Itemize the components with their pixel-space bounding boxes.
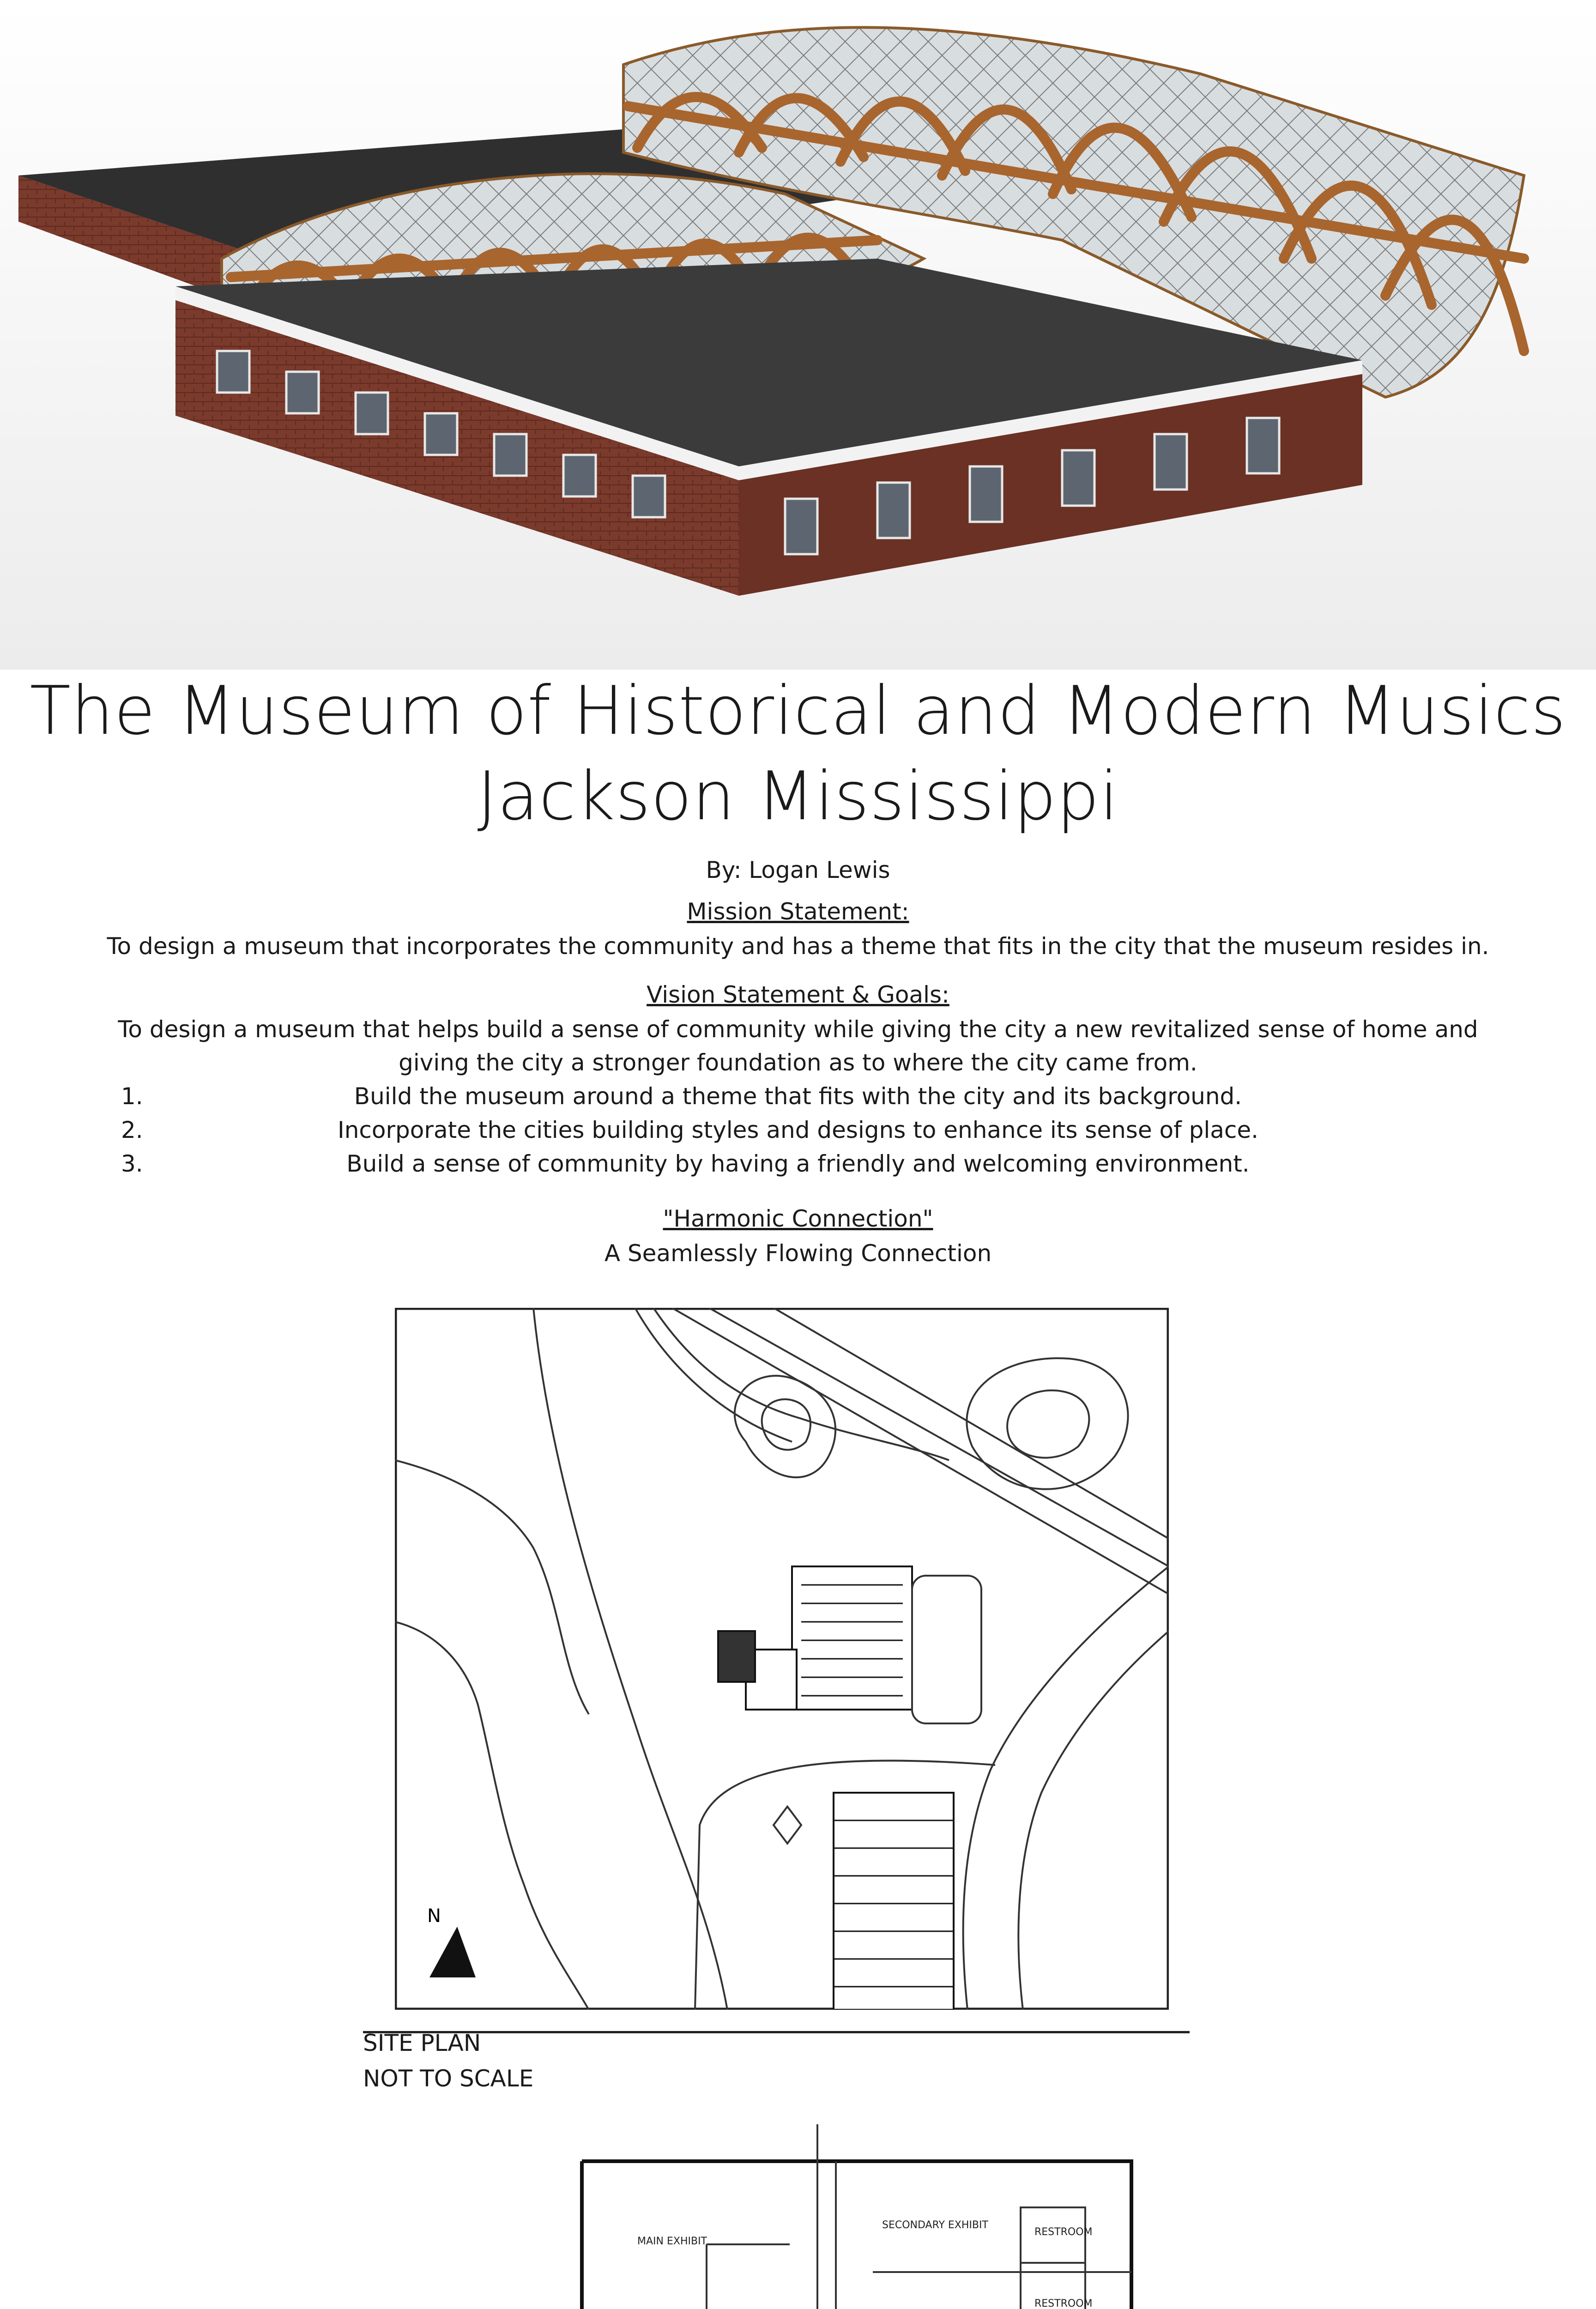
page-title: The Museum of Historical and Modern Musics [30, 672, 1566, 750]
goal-number: 2. [121, 1117, 143, 1143]
vision-text-line2: giving the city a stronger foundation as to where the city came from. [399, 1049, 1197, 1076]
goal-text: Build a sense of community by having a friendly and welcoming environment. [346, 1150, 1250, 1177]
mission-text: To design a museum that incorporates the community and has a theme that fits in the city that the museum resides in. [107, 933, 1489, 960]
author: By: Logan Lewis [706, 857, 890, 883]
goal-text: Incorporate the cities building styles and designs to enhance its sense of place. [337, 1117, 1259, 1143]
vision-text-line1: To design a museum that helps build a sense of community while giving the city a new revitalized sense of home and [118, 1016, 1478, 1043]
concept-subheading: A Seamlessly Flowing Connection [604, 1240, 992, 1267]
room-label: SECONDARY EXHIBIT [882, 2219, 988, 2231]
page-subtitle: Jackson Mississippi [477, 757, 1119, 835]
site-plan-drawing [395, 1308, 1169, 2010]
site-plan-label: SITE PLAN [363, 2030, 481, 2056]
mission-heading: Mission Statement: [687, 898, 909, 925]
goal-number: 3. [121, 1150, 143, 1177]
site-plan-underline [363, 2031, 1190, 2033]
room-label: RESTROOM [1034, 2226, 1093, 2238]
floor-plan-drawing [374, 2097, 1205, 2309]
site-north-label: N [427, 1905, 441, 1927]
goal-number: 1. [121, 1083, 143, 1110]
room-label: MAIN EXHIBIT [637, 2236, 707, 2247]
room-label: RESTROOM [1034, 2298, 1093, 2309]
goal-text: Build the museum around a theme that fits with the city and its background. [354, 1083, 1242, 1110]
site-plan-scale: NOT TO SCALE [363, 2065, 534, 2092]
concept-heading: "Harmonic Connection" [663, 1205, 933, 1232]
vision-heading: Vision Statement & Goals: [647, 981, 949, 1008]
museum-3d-rendering [0, 0, 1596, 670]
